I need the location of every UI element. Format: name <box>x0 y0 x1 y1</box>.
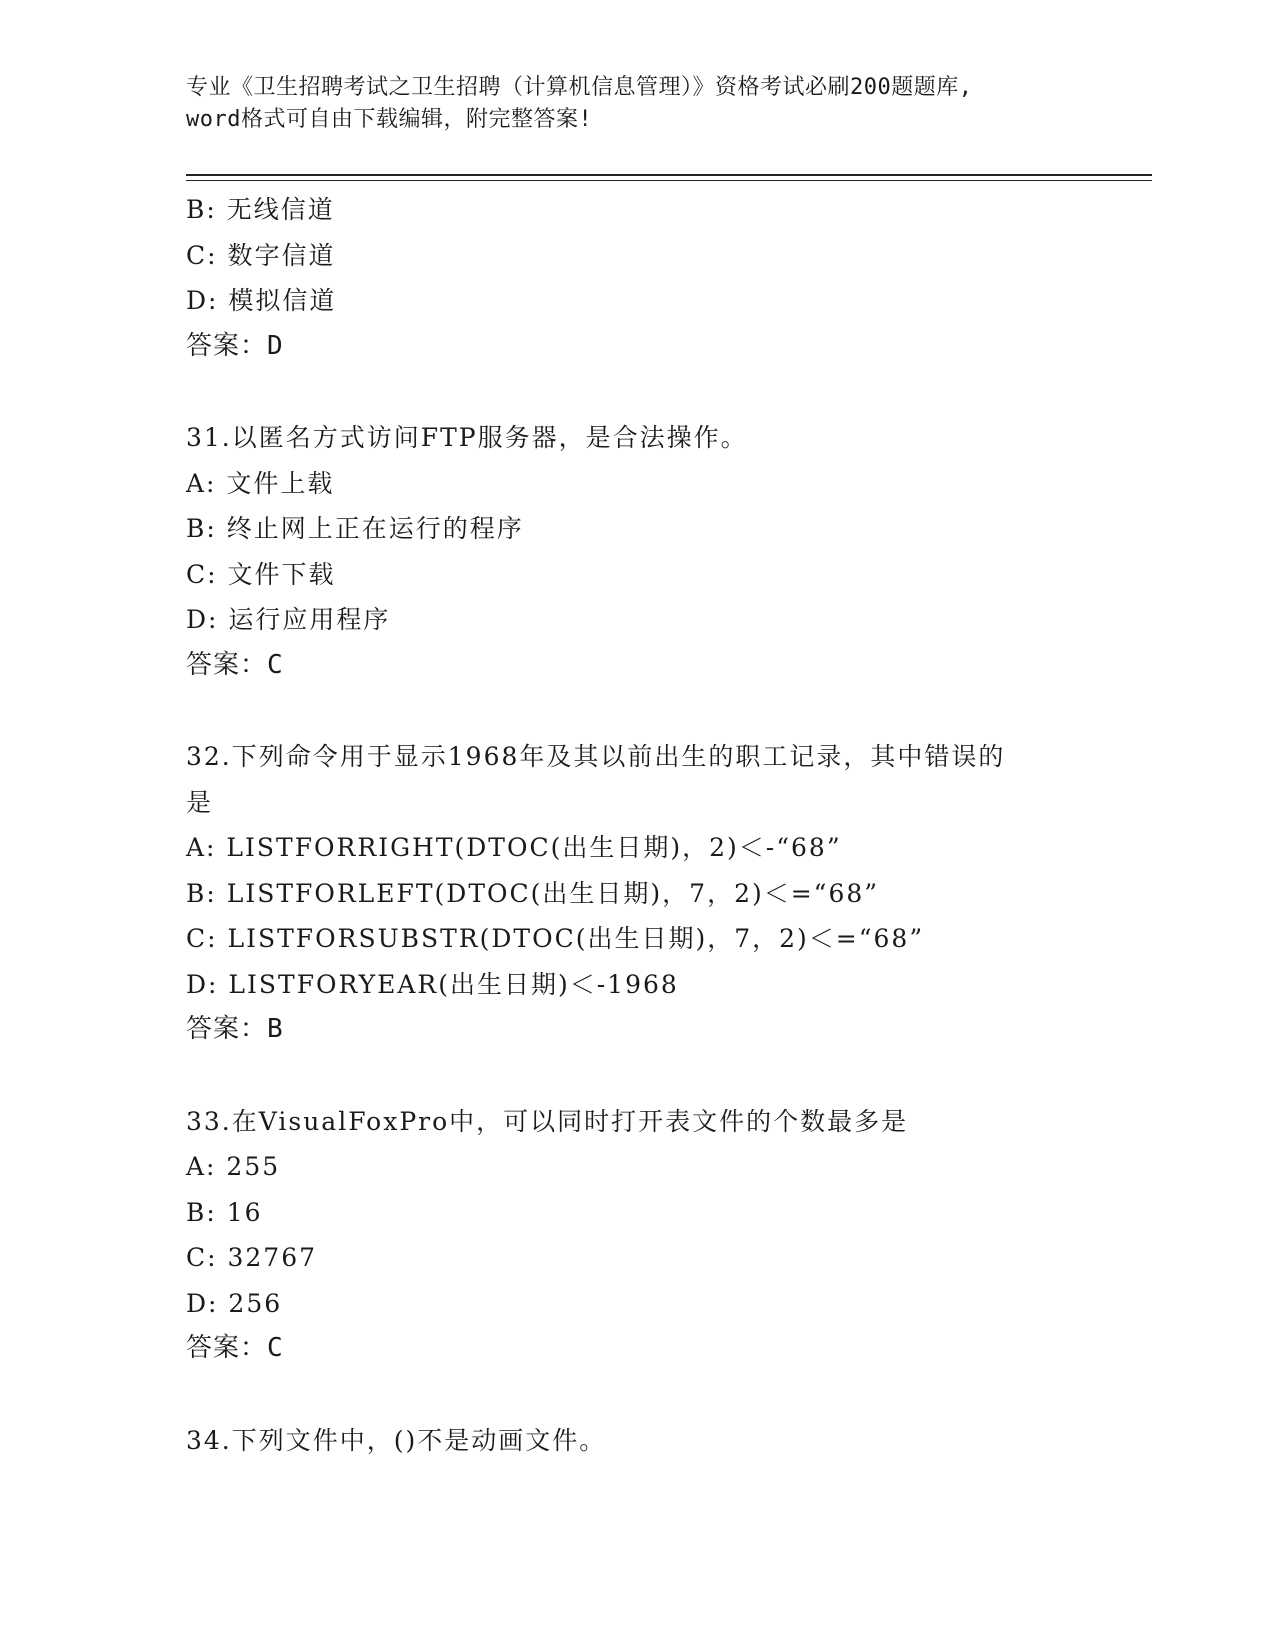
header-rule-thick <box>186 174 1152 176</box>
question-text: 31.以匿名方式访问FTP服务器，是合法操作。 <box>186 423 748 452</box>
option-b: B: 16 <box>186 1197 263 1227</box>
option-b: B: 无线信道 <box>186 195 335 224</box>
option-d: D: 256 <box>186 1288 283 1318</box>
option-d: D: 模拟信道 <box>186 286 337 315</box>
header-line-1: 专业《卫生招聘考试之卫生招聘（计算机信息管理）》资格考试必刷200题题库, <box>186 75 973 100</box>
option-c: C: 文件下载 <box>186 559 336 589</box>
question-34 <box>186 1418 1086 1464</box>
question-33 <box>186 1099 1086 1372</box>
option-c: C: LISTFORSUBSTR(DTOC(出生日期)，7，2)＜=“68” <box>186 924 925 953</box>
question-30-tail <box>186 187 1086 369</box>
option-b: B: LISTFORLEFT(DTOC(出生日期)，7，2)＜=“68” <box>186 878 880 908</box>
header-line-2: word格式可自由下载编辑，附完整答案! <box>186 107 593 132</box>
document-body <box>186 187 1086 1463</box>
header-rule-thin <box>186 180 1152 181</box>
question-text: 34.下列文件中，()不是动画文件。 <box>186 1425 607 1455</box>
option-c: C: 32767 <box>186 1243 318 1272</box>
question-text-line-2: 是 <box>186 787 214 817</box>
answer: 答案：C <box>186 1333 284 1363</box>
option-d: D: LISTFORYEAR(出生日期)＜-1968 <box>186 969 679 999</box>
option-a: A: LISTFORRIGHT(DTOC(出生日期)，2)＜-“68” <box>186 833 842 862</box>
answer: 答案：C <box>186 649 284 680</box>
question-text-line-1: 32.下列命令用于显示1968年及其以前出生的职工记录，其中错误的 <box>186 742 1006 771</box>
option-d: D: 运行应用程序 <box>186 605 391 634</box>
question-32 <box>186 734 1086 1053</box>
option-b: B: 终止网上正在运行的程序 <box>186 514 524 543</box>
option-a: A: 255 <box>186 1152 281 1181</box>
question-31 <box>186 415 1086 688</box>
answer: 答案：B <box>186 1014 284 1044</box>
page-header <box>186 72 1086 136</box>
question-text: 33.在VisualFoxPro中，可以同时打开表文件的个数最多是 <box>186 1106 909 1136</box>
answer: 答案：D <box>186 330 284 361</box>
option-c: C: 数字信道 <box>186 240 336 270</box>
option-a: A: 文件上载 <box>186 468 335 498</box>
